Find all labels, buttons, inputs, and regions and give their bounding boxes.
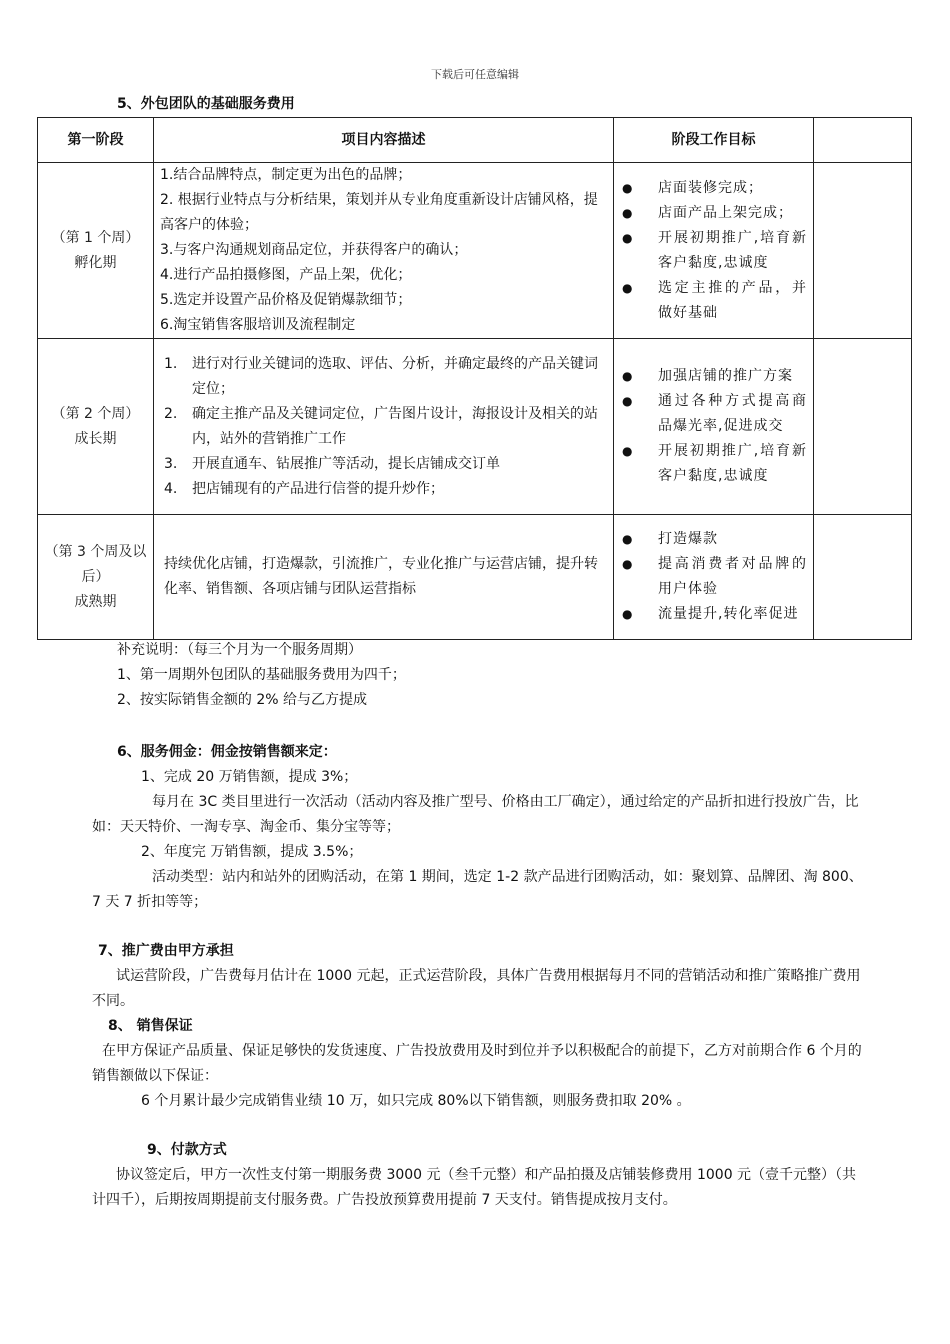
goal-text: 店面装修完成； [658,179,763,196]
bullet-icon: ● [622,230,633,245]
goal-item [620,527,807,552]
header-stage: 第一阶段 [38,118,154,163]
goal-item [620,602,807,627]
goal-item [620,439,807,489]
commission-item: 1、完成 20 万销售额，提成 3%； [141,769,358,785]
item-text: 进行对行业关键词的选取、评估、分析，并确定最终的产品关键词定位； [192,355,598,397]
bullet-icon: ● [622,180,633,195]
item-text: 确定主推产品及关键词定位，广告图片设计，海报设计及相关的站内，站外的营销推广工作 [192,405,598,447]
table-row [38,339,912,515]
goal-text: 开展初期推广,培育新客户黏度,忠诚度 [658,229,807,271]
bullet-icon: ● [622,394,633,408]
content-text: 持续优化店铺，打造爆款，引流推广，专业化推广与运营店铺，提升转化率、销售额、各项店铺与团队运营指标 [164,556,598,597]
commission-desc: 每月在 3C 类目里进行一次活动（活动内容及推广型号、价格由工厂确定），通过给定的产品折扣进行投放广告，比如：天天特价、一淘专享、淘金币、集分宝等等； [92,794,859,835]
stage-name: 孵化期 [74,254,117,271]
goal-text: 选定主推的产品，并做好基础 [658,279,807,321]
list-item [160,477,607,502]
goal-item [620,364,807,389]
section-7-title: 7、推广费由甲方承担 [98,943,234,959]
list-item: 5.选定并设置产品价格及促销爆款细节； [160,292,412,308]
content-list [160,163,607,338]
stage-period: （第 2 个周） [51,405,140,422]
supplement-line: 2、按实际销售金额的 2% 给与乙方提成 [117,692,368,708]
goal-item [620,389,807,439]
goal-item [620,552,807,602]
item-number: 2. [164,405,178,422]
list-item [160,402,607,452]
goal-cell [614,515,814,640]
service-fee-table [37,117,912,640]
content-cell [154,163,614,339]
item-number: 1. [164,355,178,372]
table-row [38,163,912,339]
section-7-text: 试运营阶段，广告费每月估计在 1000 元起，正式运营阶段，具体广告费用根据每月不同的营销活动和推广策略推广费用不同。 [92,968,861,1009]
list-item: 4.进行产品拍摄修图，产品上架，优化； [160,267,412,283]
list-item: 3.与客户沟通规划商品定位，并获得客户的确认； [160,242,468,258]
supplement-title: 补充说明：（每三个月为一个服务周期） [117,642,362,658]
bullet-icon: ● [622,369,633,383]
section-9-title: 9、付款方式 [147,1142,227,1158]
section-8-guarantee: 6 个月累计最少完成销售业绩 10 万，如只完成 80%以下销售额，则服务费扣取 20% 。 [141,1093,691,1109]
empty-cell [814,339,912,515]
list-item: 2. 根据行业特点与分析结果，策划并从专业角度重新设计店铺风格，提高客户的体验； [160,192,598,233]
goal-item [620,201,807,226]
commission-desc: 活动类型：站内和站外的团购活动，在第 1 期间，选定 1-2 款产品进行团购活动，如：聚划算、品牌团、淘 800、7 天 7 折扣等等； [92,869,863,910]
section-6-title: 6、服务佣金：佣金按销售额来定： [117,744,337,760]
stage-cell [38,515,154,640]
bullet-icon: ● [622,205,633,220]
page-header: 下载后可任意编辑 [431,68,519,81]
goal-text: 开展初期推广,培育新客户黏度,忠诚度 [658,443,807,484]
goal-list [620,364,807,489]
goal-text: 流量提升,转化率促进 [658,606,799,622]
list-item [160,452,607,477]
goal-list [620,527,807,627]
table-row [38,515,912,640]
empty-cell [814,163,912,339]
bullet-icon: ● [622,557,633,571]
commission-item: 2、年度完 万销售额，提成 3.5%； [141,844,363,860]
goal-text: 加强店铺的推广方案 [658,368,793,384]
goal-text: 店面产品上架完成； [658,204,793,221]
section-9-text: 协议签定后，甲方一次性支付第一期服务费 3000 元（叁千元整）和产品拍摄及店铺装修费用 1000 元（壹千元整）（共计四千），后期按周期提前支付服务费。广告投放预算费用提前 7 天支付。销售提成按月支付。 [92,1167,857,1208]
empty-cell [814,515,912,640]
content-cell [154,339,614,515]
goal-text: 提高消费者对品牌的用户体验 [658,556,807,597]
content-cell [154,515,614,640]
stage-cell [38,339,154,515]
goal-item [620,276,807,326]
header-content: 项目内容描述 [154,118,614,163]
table-header-row [38,118,912,163]
bullet-icon: ● [622,444,633,458]
goal-cell [614,163,814,339]
bullet-icon: ● [622,607,633,621]
section-8-text: 在甲方保证产品质量、保证足够快的发货速度、广告投放费用及时到位并予以积极配合的前提下，乙方对前期合作 6 个月的销售额做以下保证： [92,1043,862,1084]
section-5-title: 5、外包团队的基础服务费用 [117,96,295,112]
item-number: 4. [164,480,178,497]
goal-text: 打造爆款 [658,531,718,547]
list-item [160,352,607,402]
goal-item [620,226,807,276]
goal-cell [614,339,814,515]
header-goal: 阶段工作目标 [614,118,814,163]
content-list [160,352,607,502]
supplement-line: 1、第一周期外包团队的基础服务费用为四千； [117,667,406,683]
stage-period: （第 1 个周） [51,229,140,246]
stage-name: 成熟期 [74,593,117,610]
stage-period: （第 3 个周及以后） [44,543,147,585]
item-text: 把店铺现有的产品进行信誉的提升炒作； [192,480,444,497]
item-text: 开展直通车、钻展推广等活动，提长店铺成交订单 [192,455,500,472]
goal-item [620,176,807,201]
stage-name: 成长期 [74,430,117,447]
list-item: 1.结合品牌特点，制定更为出色的品牌； [160,167,412,183]
section-8-title: 8、 销售保证 [108,1018,193,1034]
list-item: 6.淘宝销售客服培训及流程制定 [160,317,356,333]
header-empty [814,118,912,163]
goal-list [620,176,807,326]
bullet-icon: ● [622,280,633,295]
item-number: 3. [164,455,178,472]
bullet-icon: ● [622,532,633,546]
stage-cell [38,163,154,339]
goal-text: 通过各种方式提高商品爆光率,促进成交 [658,393,807,434]
